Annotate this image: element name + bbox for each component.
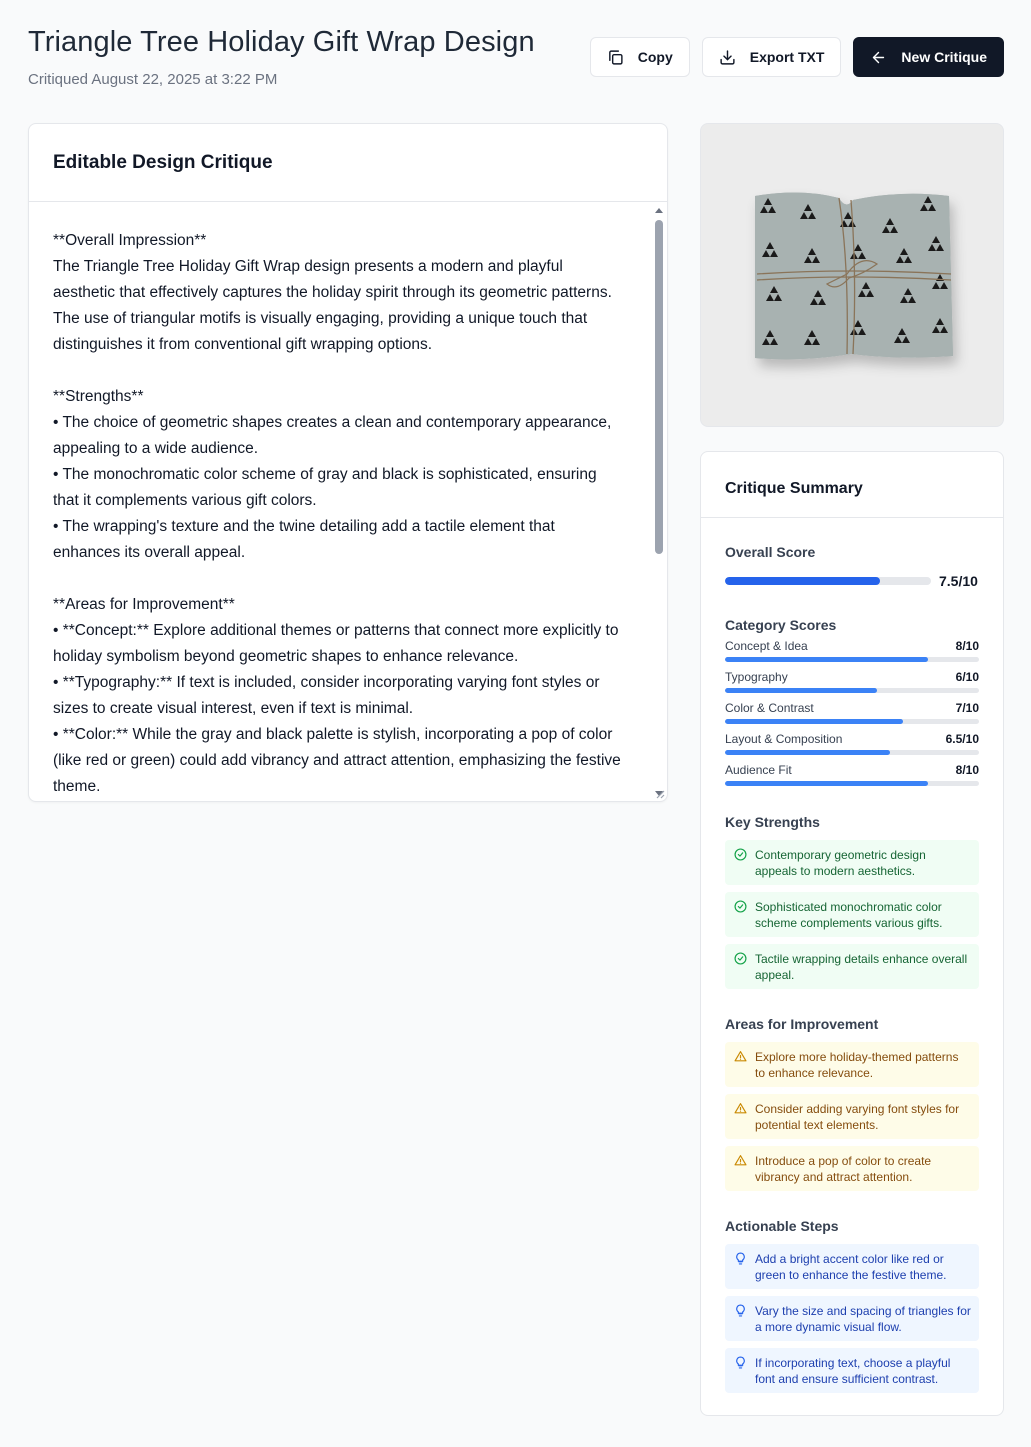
category-bar (725, 750, 979, 755)
critique-editor-card (28, 123, 668, 802)
overall-score-bar (725, 577, 931, 585)
copy-button[interactable] (590, 37, 690, 77)
strength-item (725, 892, 979, 937)
improvement-item (725, 1146, 979, 1191)
category-label: Layout & Composition (725, 732, 843, 746)
check-circle-icon (734, 900, 747, 913)
summary-body (701, 518, 1003, 1393)
critique-timestamp: Critiqued August 22, 2025 at 3:22 PM (28, 71, 278, 88)
category-bar-fill (725, 719, 903, 724)
copy-button-label: Copy (637, 49, 673, 65)
improvement-text: Explore more holiday-themed patterns to enhance relevance. (755, 1050, 959, 1080)
download-icon (719, 49, 736, 66)
category-label: Audience Fit (725, 763, 792, 777)
lightbulb-icon (734, 1252, 747, 1265)
copy-icon (607, 49, 624, 66)
alert-triangle-icon (734, 1154, 747, 1167)
summary-header (701, 452, 1003, 518)
step-text: Add a bright accent color like red or green to enhance the festive theme. (755, 1252, 947, 1282)
new-critique-button[interactable] (853, 37, 1004, 77)
export-button-label: Export TXT (749, 49, 825, 65)
check-circle-icon (734, 848, 747, 861)
category-score: 8/10 (955, 639, 979, 653)
improvements-list (725, 1042, 979, 1191)
resize-handle-icon[interactable] (653, 787, 665, 799)
key-strengths-heading: Key Strengths (725, 814, 820, 830)
category-color-contrast (725, 701, 979, 724)
design-image (700, 123, 1004, 427)
critique-summary-card (700, 451, 1004, 1416)
strength-item (725, 840, 979, 885)
check-circle-icon (734, 952, 747, 965)
strength-item (725, 944, 979, 989)
editor-scrollbar[interactable] (653, 204, 665, 782)
step-item (725, 1244, 979, 1289)
new-critique-label: New Critique (901, 49, 987, 65)
gift-wrap-package-image (701, 124, 1004, 427)
category-label: Concept & Idea (725, 639, 808, 653)
strength-text: Contemporary geometric design appeals to modern aesthetics. (755, 848, 926, 878)
category-bar-fill (725, 750, 890, 755)
category-bar-fill (725, 657, 928, 662)
key-strengths-list (725, 840, 979, 989)
improvement-item (725, 1042, 979, 1087)
category-bar-fill (725, 688, 877, 693)
category-layout (725, 732, 979, 755)
improvement-text: Consider adding varying font styles for potential text elements. (755, 1102, 960, 1132)
actionable-steps-list (725, 1244, 979, 1393)
lightbulb-icon (734, 1304, 747, 1317)
category-bar (725, 719, 979, 724)
toolbar (590, 37, 1004, 77)
category-scores-list (725, 639, 979, 786)
step-item (725, 1296, 979, 1341)
category-score: 7/10 (955, 701, 979, 715)
summary-title: Critique Summary (725, 480, 863, 497)
areas-for-improvement-heading: Areas for Improvement (725, 1016, 879, 1032)
overall-score-heading: Overall Score (725, 544, 816, 560)
category-scores-heading: Category Scores (725, 617, 837, 633)
export-txt-button[interactable] (702, 37, 842, 77)
improvement-text: Introduce a pop of color to create vibrancy and attract attention. (755, 1154, 932, 1184)
alert-triangle-icon (734, 1050, 747, 1063)
actionable-steps-heading: Actionable Steps (725, 1218, 839, 1234)
category-score: 8/10 (955, 763, 979, 777)
step-item (725, 1348, 979, 1393)
category-bar (725, 657, 979, 662)
category-label: Color & Contrast (725, 701, 814, 715)
page-header (28, 26, 535, 88)
page-title: Triangle Tree Holiday Gift Wrap Design (28, 26, 535, 58)
category-concept (725, 639, 979, 662)
lightbulb-icon (734, 1356, 747, 1369)
category-bar (725, 781, 979, 786)
arrow-left-icon (870, 49, 887, 66)
critique-text[interactable]: **Overall Impression** The Triangle Tree Holiday Gift Wrap design presents a modern and playful aesthetic that effectively captures the holiday spirit through its geometric patterns. The use of triangular motifs is visually engaging, providing a unique touch that distinguishes it from conventional gift wrapping options. **Strengths** • The choice of geometric shapes creates a clean and contemporary appearance, appealing to a wide audience. • The monochromatic color scheme of gray and black is sophisticated, ensuring that it complements various gift colors. • The wrapping's texture and the twine detailing add a tactile element that enhances its overall appeal. **Areas for Improvement** • **Concept:** Explore additional themes or patterns that connect more explicitly to holiday symbolism beyond geometric shapes to enhance relevance. • **Typography:** If text is included, consider incorporating varying font styles or sizes to create visual interest, even if text is minimal. • **Color:** While the gray and black palette is stylish, incorporating a pop of color (like red or green) could add vibrancy and attract attention, emphasizing the festive theme. (53, 232, 621, 795)
strength-text: Sophisticated monochromatic color scheme complements various gifts. (755, 900, 943, 930)
step-text: Vary the size and spacing of triangles for a more dynamic visual flow. (755, 1304, 971, 1334)
scroll-thumb[interactable] (655, 220, 663, 554)
improvement-item (725, 1094, 979, 1139)
overall-score-value: 7.5/10 (939, 573, 978, 589)
category-bar-fill (725, 781, 928, 786)
scroll-up-arrow-icon[interactable] (655, 208, 663, 213)
strength-text: Tactile wrapping details enhance overall appeal. (755, 952, 968, 982)
editor-header (29, 124, 667, 202)
category-audience-fit (725, 763, 979, 786)
critique-textarea[interactable] (29, 202, 667, 801)
category-label: Typography (725, 670, 788, 684)
step-text: If incorporating text, choose a playful font and ensure sufficient contrast. (755, 1356, 951, 1386)
category-typography (725, 670, 979, 693)
overall-score-row (725, 573, 979, 589)
category-score: 6/10 (955, 670, 979, 684)
editor-title: Editable Design Critique (53, 152, 273, 173)
overall-score-fill (725, 577, 880, 585)
category-bar (725, 688, 979, 693)
alert-triangle-icon (734, 1102, 747, 1115)
category-score: 6.5/10 (945, 732, 979, 746)
